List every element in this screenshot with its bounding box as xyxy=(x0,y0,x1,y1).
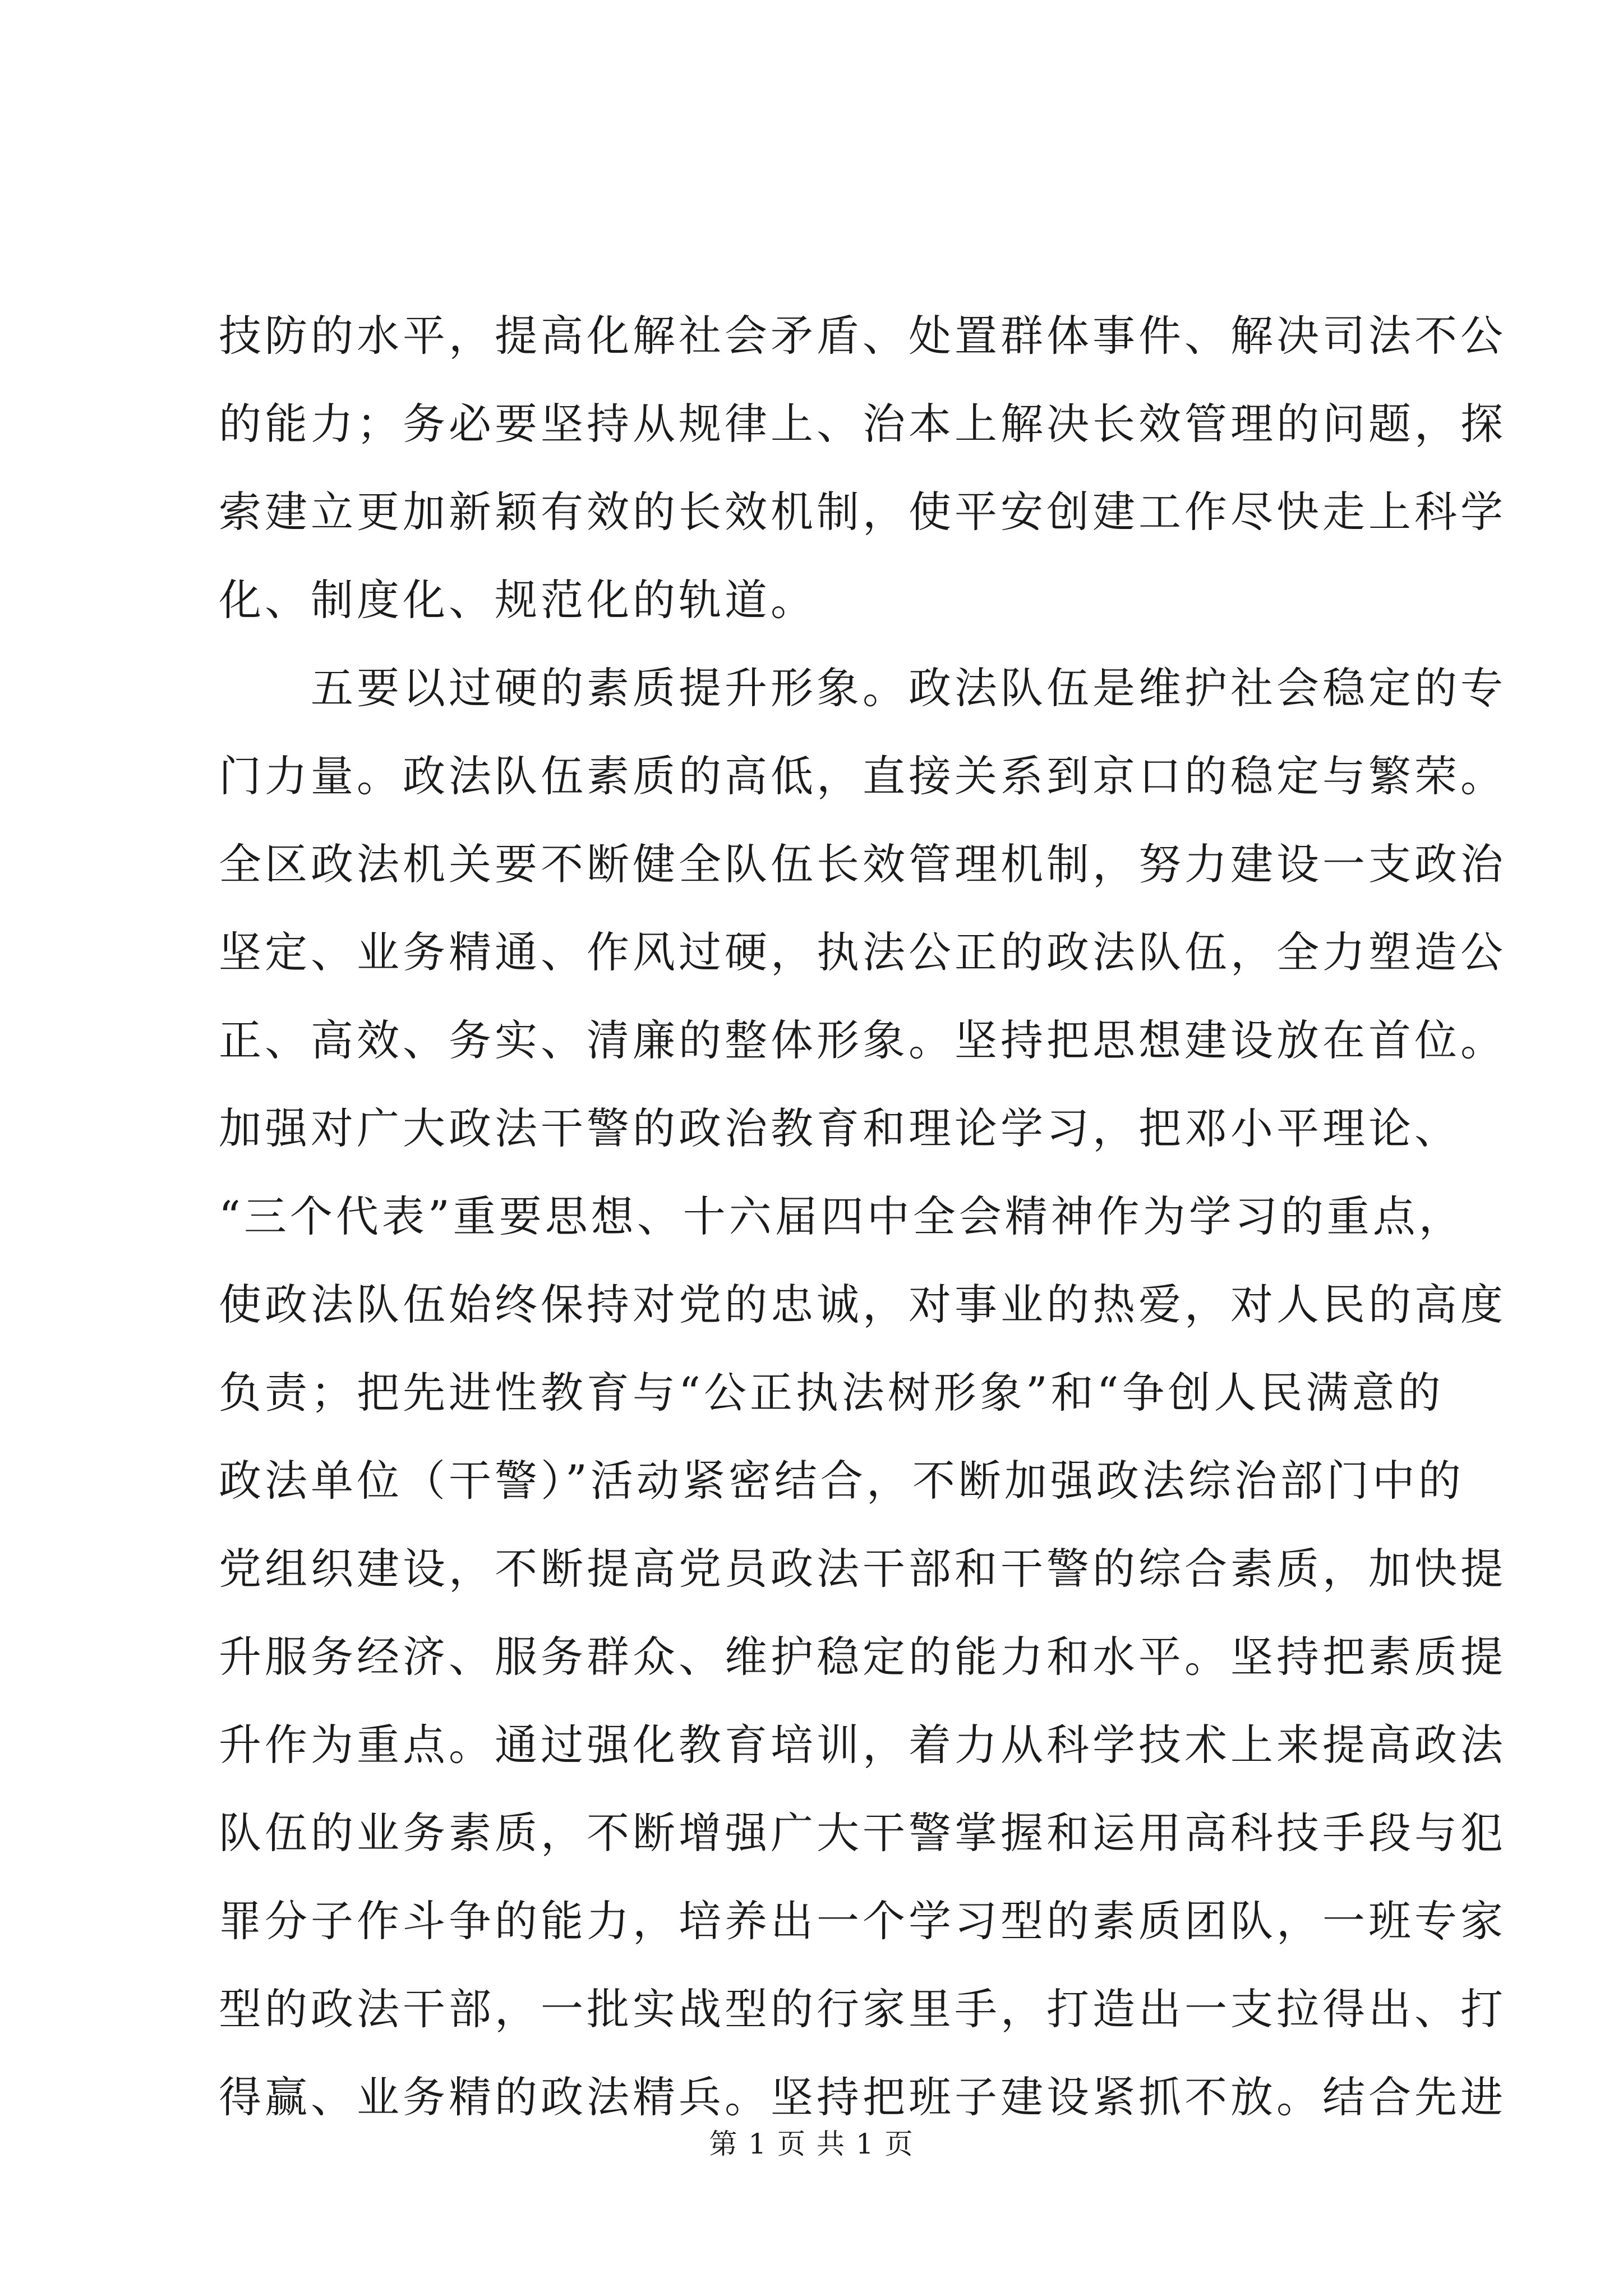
text-line: 型的政法干部，一批实战型的行家里手，打造出一支拉得出、打 xyxy=(219,1984,1506,2034)
text-line: 使政法队伍始终保持对党的忠诚，对事业的热爱，对人民的高度 xyxy=(219,1280,1506,1329)
text-line: 全区政法机关要不断健全队伍长效管理机制，努力建设一支政治 xyxy=(219,839,1506,889)
text-line: “三个代表”重要思想、十六届四中全会精神作为学习的重点， xyxy=(219,1191,1465,1241)
text-line: 罪分子作斗争的能力，培养出一个学习型的素质团队，一班专家 xyxy=(219,1896,1506,1946)
text-line: 化、制度化、规范化的轨道。 xyxy=(219,575,817,625)
body-text xyxy=(219,292,1506,2141)
text-line: 坚定、业务精通、作风过硬，执法公正的政法队伍，全力塑造公 xyxy=(219,927,1506,977)
text-line: 门力量。政法队伍素质的高低，直接关系到京口的稳定与繁荣。 xyxy=(219,751,1506,801)
text-line: 正、高效、务实、清廉的整体形象。坚持把思想建设放在首位。 xyxy=(219,1015,1506,1065)
text-line: 升服务经济、服务群众、维护稳定的能力和水平。坚持把素质提 xyxy=(219,1632,1506,1682)
text-line: 的能力；务必要坚持从规律上、治本上解决长效管理的问题，探 xyxy=(219,399,1506,449)
text-line: 五要以过硬的素质提升形象。政法队伍是维护社会稳定的专 xyxy=(311,663,1506,713)
text-line: 得赢、业务精的政法精兵。坚持把班子建设紧抓不放。结合先进 xyxy=(219,2072,1506,2122)
paragraph-2 xyxy=(219,644,1506,2141)
paragraph-1 xyxy=(219,292,1506,644)
text-line: 负责；把先进性教育与“公正执法树形象”和“争创人民满意的 xyxy=(219,1368,1444,1418)
text-line: 升作为重点。通过强化教育培训，着力从科学技术上来提高政法 xyxy=(219,1720,1506,1770)
page-number-label: 第 1 页 共 1 页 xyxy=(709,2128,914,2160)
text-line: 队伍的业务素质，不断增强广大干警掌握和运用高科技手段与犯 xyxy=(219,1808,1506,1858)
text-line: 加强对广大政法干警的政治教育和理论学习，把邓小平理论、 xyxy=(219,1103,1460,1153)
text-line: 索建立更加新颖有效的长效机制，使平安创建工作尽快走上科学 xyxy=(219,487,1506,537)
text-line: 政法单位（干警）”活动紧密结合，不断加强政法综治部门中的 xyxy=(219,1456,1464,1506)
page-footer xyxy=(0,2122,1623,2162)
text-line: 党组织建设，不断提高党员政法干部和干警的综合素质，加快提 xyxy=(219,1544,1506,1594)
text-line: 技防的水平，提高化解社会矛盾、处置群体事件、解决司法不公 xyxy=(219,311,1506,361)
